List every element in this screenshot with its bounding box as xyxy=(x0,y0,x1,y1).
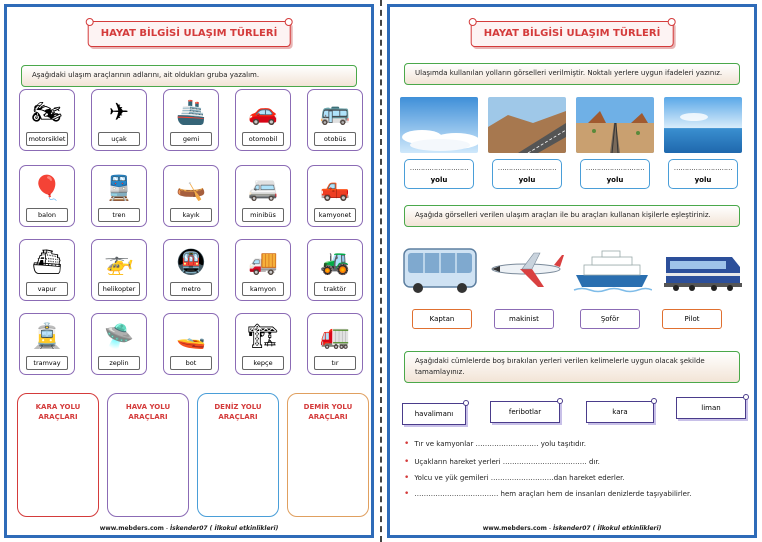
vehicle-card xyxy=(163,239,219,301)
road-answer-box[interactable]: ……………………… yolu xyxy=(668,159,738,189)
person-label[interactable]: makinist xyxy=(494,309,554,329)
helicopter-icon: 🚁 xyxy=(104,248,134,276)
vehicle-label: uçak xyxy=(98,132,140,146)
sentence-4: • ……………………………… hem araçları hem de insanları denizlerde taşıyabilirler. xyxy=(404,489,692,499)
car-icon: 🚗 xyxy=(248,98,278,126)
vehicle-label: bot xyxy=(170,356,212,370)
train-icon xyxy=(662,243,742,295)
vehicle-label: zeplin xyxy=(98,356,140,370)
vehicle-card xyxy=(235,165,291,227)
road-answer-box[interactable]: ……………………… yolu xyxy=(404,159,474,189)
vehicle-label: kamyonet xyxy=(314,208,356,222)
vehicle-card xyxy=(19,239,75,301)
sentence-2: • Uçakların hareket yerleri ……………………………… dır. xyxy=(404,457,600,467)
right-footer: www.mebders.com - İskender07 ( İlkokul etkinlikleri) xyxy=(482,525,662,532)
worksheet-right xyxy=(387,4,757,538)
vehicle-card xyxy=(163,165,219,227)
fill-instruction: Aşağıdaki cümlelerde boş bırakılan yerleri verilen kelimelerle uygun olacak şekilde tamamlayınız. xyxy=(404,351,740,383)
vehicle-label: kamyon xyxy=(242,282,284,296)
person-label[interactable]: Şoför xyxy=(580,309,640,329)
balloon-icon: 🎈 xyxy=(32,174,62,202)
vehicle-card xyxy=(307,165,363,227)
metro-icon: 🚇 xyxy=(176,248,206,276)
roads-instruction: Ulaşımda kullanılan yolların görselleri verilmiştir. Noktalı yerlere uygun ifadeleri yazınız. xyxy=(404,63,740,85)
inflatable-boat-icon: 🚤 xyxy=(176,322,206,350)
tram-icon: 🚊 xyxy=(32,322,62,350)
vehicle-card xyxy=(163,89,219,151)
semi-truck-icon: 🚛 xyxy=(320,322,350,350)
road-answer-box[interactable]: ……………………… yolu xyxy=(580,159,650,189)
ship-icon xyxy=(572,243,652,295)
sea-road-icon xyxy=(664,97,742,153)
vehicle-card xyxy=(235,239,291,301)
vehicle-card xyxy=(19,165,75,227)
vehicle-label: helikopter xyxy=(98,282,140,296)
left-footer: www.mebders.com - İskender07 ( İlkokul etkinlikleri) xyxy=(99,525,279,532)
word-havalimani[interactable]: havalimanı xyxy=(402,403,466,425)
category-box[interactable]: KARA YOLU ARAÇLARI xyxy=(17,393,99,517)
vehicle-card xyxy=(91,89,147,151)
bus-icon: 🚌 xyxy=(320,98,350,126)
vehicle-card xyxy=(235,89,291,151)
vehicle-label: vapur xyxy=(26,282,68,296)
vehicle-label: minibüs xyxy=(242,208,284,222)
vehicle-label: otomobil xyxy=(242,132,284,146)
vehicle-label: motorsiklet xyxy=(26,132,68,146)
sky-road-icon xyxy=(400,97,478,153)
zeppelin-icon: 🛸 xyxy=(104,322,134,350)
word-kara[interactable]: kara xyxy=(586,401,654,423)
person-label[interactable]: Pilot xyxy=(662,309,722,329)
airplane-icon: ✈ xyxy=(108,98,130,126)
sentence-1: • Tır ve kamyonlar ……………………… yolu taşıtıdır. xyxy=(404,439,586,449)
word-liman[interactable]: liman xyxy=(676,397,746,419)
ship-icon: 🚢 xyxy=(176,98,206,126)
vehicle-card xyxy=(19,89,75,151)
bus-icon xyxy=(400,243,480,295)
airplane-icon xyxy=(486,243,566,295)
tractor-icon: 🚜 xyxy=(320,248,350,276)
vehicle-label: kepçe xyxy=(242,356,284,370)
vehicle-label: gemi xyxy=(170,132,212,146)
worksheet-left xyxy=(4,4,374,538)
category-box[interactable]: HAVA YOLU ARAÇLARI xyxy=(107,393,189,517)
category-box[interactable]: DEMİR YOLU ARAÇLARI xyxy=(287,393,369,517)
road-answer-box[interactable]: ……………………… yolu xyxy=(492,159,562,189)
motorcycle-icon: 🏍 xyxy=(31,98,63,126)
vehicle-card xyxy=(163,313,219,375)
category-box[interactable]: DENİZ YOLU ARAÇLARI xyxy=(197,393,279,517)
vehicle-label: metro xyxy=(170,282,212,296)
excavator-icon: 🏗 xyxy=(247,322,279,350)
minibus-icon: 🚐 xyxy=(248,174,278,202)
vehicle-card xyxy=(307,313,363,375)
vehicle-card xyxy=(307,89,363,151)
vehicle-label: traktör xyxy=(314,282,356,296)
right-title: HAYAT BİLGİSİ ULAŞIM TÜRLERİ xyxy=(471,21,674,47)
vehicle-label: tren xyxy=(98,208,140,222)
vehicle-card xyxy=(235,313,291,375)
left-instruction: Aşağıdaki ulaşım araçlarının adlarını, ait oldukları gruba yazalım. xyxy=(21,65,357,87)
highway-road-icon xyxy=(488,97,566,153)
pickup-truck-icon: 🛻 xyxy=(320,174,350,202)
vehicle-label: balon xyxy=(26,208,68,222)
sentence-3: • Yolcu ve yük gemileri ………………………dan hareket ederler. xyxy=(404,473,625,483)
rowboat-icon: 🛶 xyxy=(176,174,206,202)
vehicle-label: otobüs xyxy=(314,132,356,146)
vehicle-label: kayık xyxy=(170,208,212,222)
match-instruction: Aşağıda görselleri verilen ulaşım araçları ile bu araçları kullanan kişilerle eşleştiriniz. xyxy=(404,205,740,227)
left-title: HAYAT BİLGİSİ ULAŞIM TÜRLERİ xyxy=(88,21,291,47)
railway-road-icon xyxy=(576,97,654,153)
truck-icon: 🚚 xyxy=(248,248,278,276)
person-label[interactable]: Kaptan xyxy=(412,309,472,329)
vehicle-label: tır xyxy=(314,356,356,370)
train-icon: 🚆 xyxy=(104,174,134,202)
vehicle-card xyxy=(307,239,363,301)
vehicle-card xyxy=(91,313,147,375)
word-feribotlar[interactable]: feribotlar xyxy=(490,401,560,423)
vehicle-card xyxy=(91,165,147,227)
ferry-icon: ⛴ xyxy=(31,248,63,276)
vehicle-card xyxy=(91,239,147,301)
page-divider xyxy=(380,0,382,542)
vehicle-card xyxy=(19,313,75,375)
vehicle-label: tramvay xyxy=(26,356,68,370)
